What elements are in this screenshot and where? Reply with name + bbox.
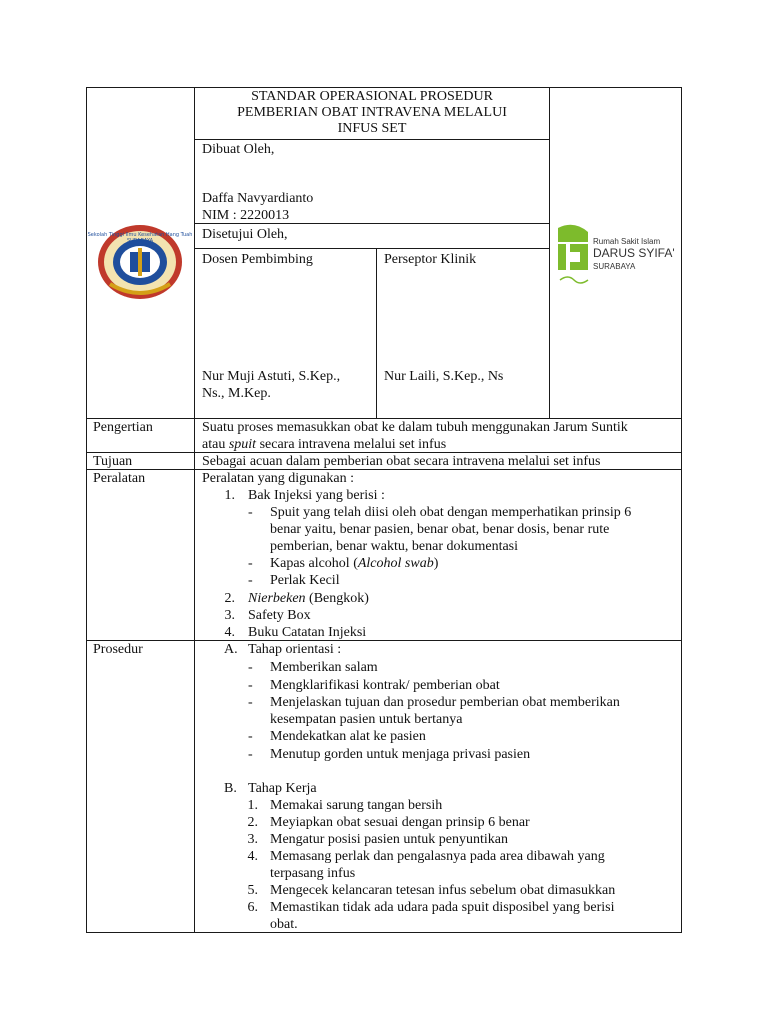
made-by-label: Dibuat Oleh, [202, 142, 275, 157]
pengertian-line2-italic: spuit [228, 437, 257, 452]
pengertian-line2-pre: atau [202, 437, 229, 452]
peralatan-sub1-dash: - [248, 505, 253, 520]
prosedur-b4-line2: terpasang infus [270, 866, 356, 881]
peralatan-sub2-dash: - [248, 556, 253, 571]
peralatan-num-4: 4. [224, 625, 235, 640]
peralatan-item-3: Safety Box [248, 608, 311, 623]
table-border-right [681, 87, 682, 933]
peralatan-item2-italic: Nierbeken [248, 591, 306, 606]
prosedur-a5-dash: - [248, 747, 253, 762]
title-line-2: PEMBERIAN OBAT INTRAVENA MELALUI [237, 105, 507, 120]
table-col-signature-divider [376, 248, 377, 419]
pengertian-line2 [202, 436, 446, 453]
table-rule-approved [194, 248, 550, 249]
prosedur-a3-dash: - [248, 695, 253, 710]
hospital-logo-line3: SURABAYA [593, 262, 636, 271]
prosedur-label: Prosedur [93, 642, 143, 657]
preceptor-label: Perseptor Klinik [384, 252, 477, 267]
document-title [195, 89, 549, 137]
table-border-top [86, 87, 682, 88]
prosedur-b-num-4: 4. [247, 849, 258, 864]
peralatan-sub2 [270, 555, 438, 572]
prosedur-a1-dash: - [248, 660, 253, 675]
prosedur-a3-line2: kesempatan pasien untuk bertanya [270, 712, 463, 727]
prosedur-b-num-1: 1. [247, 798, 258, 813]
preceptor-name: Nur Laili, S.Kep., Ns [384, 369, 504, 384]
prosedur-a2-dash: - [248, 678, 253, 693]
prosedur-a3-line1: Menjelaskan tujuan dan prosedur pemberian obat memberikan [270, 695, 620, 710]
prosedur-b6-line1: Memastikan tidak ada udara pada spuit disposibel yang berisi [270, 900, 615, 915]
hospital-logo-line2: DARUS SYIFA' [593, 246, 675, 260]
peralatan-sub1-line1: Spuit yang telah diisi oleh obat dengan memperhatikan prinsip 6 [270, 505, 632, 520]
table-col-divider [194, 87, 195, 933]
institution-seal-logo [87, 222, 193, 302]
prosedur-a2: Mengklarifikasi kontrak/ pemberian obat [270, 678, 500, 693]
peralatan-intro: Peralatan yang digunakan : [202, 471, 355, 486]
peralatan-num-3: 3. [224, 608, 235, 623]
prosedur-b4-line1: Memasang perlak dan pengalasnya pada area dibawah yang [270, 849, 605, 864]
prosedur-a4-dash: - [248, 729, 253, 744]
seal-emblem-staff [138, 248, 142, 276]
prosedur-a4: Mendekatkan alat ke pasien [270, 729, 426, 744]
peralatan-item-1: Bak Injeksi yang berisi : [248, 488, 385, 503]
hospital-logo-calligraphy [560, 277, 588, 283]
peralatan-item-4: Buku Catatan Injeksi [248, 625, 367, 640]
prosedur-b-num-3: 3. [247, 832, 258, 847]
peralatan-num-1: 1. [224, 488, 235, 503]
peralatan-sub1-line3: pemberian, benar waktu, benar dokumentasi [270, 539, 519, 554]
tujuan-label: Tujuan [93, 454, 133, 469]
prosedur-b5: Mengecek kelancaran tetesan infus sebelum obat dimasukkan [270, 883, 616, 898]
prosedur-a-marker: A. [224, 642, 238, 657]
peralatan-num-2: 2. [224, 591, 235, 606]
peralatan-sub2-pre: Kapas alcohol ( [270, 556, 358, 571]
supervisor-label: Dosen Pembimbing [202, 252, 313, 267]
title-line-3: INFUS SET [337, 121, 407, 136]
hospital-logo-pillar-left [558, 244, 566, 270]
hospital-logo-dome [558, 225, 588, 242]
peralatan-sub3: Perlak Kecil [270, 573, 340, 588]
peralatan-sub2-italic: Alcohol swab [357, 556, 434, 571]
prosedur-b-num-5: 5. [247, 883, 258, 898]
hospital-logo [556, 222, 676, 286]
tujuan-text: Sebagai acuan dalam pemberian obat secara intravena melalui set infus [202, 454, 601, 469]
peralatan-sub3-dash: - [248, 573, 253, 588]
hospital-logo-line1: Rumah Sakit Islam [593, 237, 661, 246]
peralatan-sub2-post: ) [433, 556, 439, 571]
seal-ring-text: Sekolah Tinggi Ilmu Kesehatan Hang Tuah [87, 232, 193, 238]
author-nim: NIM : 2220013 [202, 208, 290, 223]
prosedur-b-marker: B. [224, 781, 237, 796]
prosedur-a5: Menutup gorden untuk menjaga privasi pasien [270, 747, 531, 762]
peralatan-sub1-line2: benar yaitu, benar pasien, benar obat, benar dosis, benar rute [270, 522, 610, 537]
supervisor-name-line2: Ns., M.Kep. [202, 386, 271, 401]
prosedur-b1: Memakai sarung tangan bersih [270, 798, 443, 813]
prosedur-b3: Mengatur posisi pasien untuk penyuntikan [270, 832, 508, 847]
table-border-left [86, 87, 87, 933]
pengertian-line1: Suatu proses memasukkan obat ke dalam tubuh menggunakan Jarum Suntik [202, 420, 628, 435]
pengertian-label: Pengertian [93, 420, 153, 435]
peralatan-item2-post: (Bengkok) [305, 591, 369, 606]
prosedur-b2: Meyiapkan obat sesuai dengan prinsip 6 benar [270, 815, 530, 830]
prosedur-b-num-2: 2. [247, 815, 258, 830]
prosedur-b-num-6: 6. [247, 900, 258, 915]
prosedur-b6-line2: obat. [270, 917, 298, 932]
supervisor-name-line1: Nur Muji Astuti, S.Kep., [202, 369, 341, 384]
table-rule-title [194, 139, 550, 140]
peralatan-label: Peralatan [93, 471, 146, 486]
peralatan-item-2 [248, 590, 369, 607]
pengertian-line2-post: secara intravena melalui set infus [256, 437, 447, 452]
table-rule-peralatan [86, 640, 682, 641]
approved-label: Disetujui Oleh, [202, 227, 288, 242]
prosedur-a-title: Tahap orientasi : [248, 642, 342, 657]
table-col-logo-divider [549, 87, 550, 419]
author-name: Daffa Navyardianto [202, 191, 314, 206]
prosedur-b-title: Tahap Kerja [248, 781, 317, 796]
table-border-bottom [86, 932, 682, 933]
title-line-1: STANDAR OPERASIONAL PROSEDUR [251, 89, 493, 104]
prosedur-a1: Memberikan salam [270, 660, 378, 675]
hospital-logo-shape [570, 244, 588, 270]
seal-city-text: SURABAYA [126, 238, 154, 244]
